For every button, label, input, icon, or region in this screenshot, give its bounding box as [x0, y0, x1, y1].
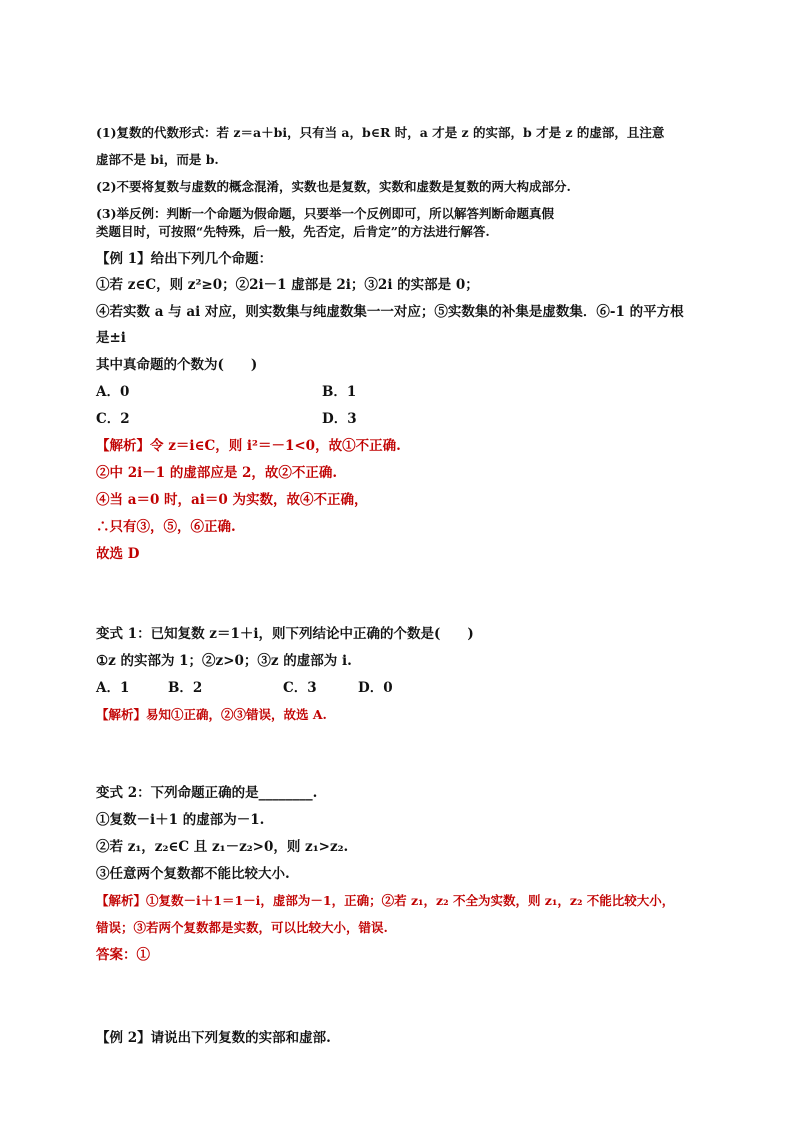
- example-1-proposition-line-3: 是±i: [96, 330, 126, 346]
- example-2-heading: 【例 2】请说出下列复数的实部和虚部.: [96, 1030, 331, 1046]
- variant-1-items: ①z 的实部为 1；②z>0；③z 的虚部为 i.: [96, 653, 352, 669]
- variant-2-item-3: ③任意两个复数都不能比较大小.: [96, 866, 290, 882]
- variant-1-option-b: B．2: [168, 680, 203, 696]
- example-1-solution-1: 【解析】令 z＝i∈C，则 i²＝－1<0，故①不正确.: [96, 438, 401, 454]
- variant-2-solution-1: 【解析】①复数－i＋1＝1－i，虚部为－1，正确；②若 z₁，z₂ 不全为实数，则 z₁，z₂ 不能比较大小，: [96, 893, 675, 908]
- note-3-line-2: 类题目时，可按照“先特殊，后一般，先否定，后肯定”的方法进行解答.: [96, 224, 490, 239]
- example-1-proposition-line-2: ④若实数 a 与 ai 对应，则实数集与纯虚数集一一对应；⑤实数集的补集是虚数集．⑥-1 的平方根: [96, 304, 684, 320]
- variant-1-option-a: A．1: [96, 680, 130, 696]
- variant-2-item-2: ②若 z₁，z₂∈C 且 z₁－z₂>0，则 z₁>z₂.: [96, 839, 349, 855]
- note-2: (2)不要将复数与虚数的概念混淆，实数也是复数，实数和虚数是复数的两大构成部分.: [96, 179, 571, 194]
- note-3-line-1: (3)举反例：判断一个命题为假命题，只要举一个反例即可，所以解答判断命题真假: [96, 206, 555, 221]
- variant-2-heading: 变式 2：下列命题正确的是________.: [96, 785, 318, 801]
- example-1-option-d: D．3: [322, 411, 357, 427]
- example-1-proposition-line-1: ①若 z∈C，则 z²≥0；②2i－1 虚部是 2i；③2i 的实部是 0；: [96, 277, 479, 293]
- note-1-line-2: 虚部不是 bi，而是 b.: [96, 152, 219, 167]
- example-1-question: 其中真命题的个数为( ): [96, 357, 258, 373]
- variant-1-solution: 【解析】易知①正确，②③错误，故选 A.: [96, 707, 327, 722]
- example-1-option-b: B．1: [322, 384, 357, 400]
- example-1-option-c: C．2: [96, 411, 130, 427]
- example-1-solution-4: ∴只有③，⑤，⑥正确.: [96, 519, 236, 535]
- example-1-solution-5: 故选 D: [96, 546, 140, 562]
- example-1-heading: 【例 1】给出下列几个命题：: [96, 251, 273, 267]
- note-1-line-1: (1)复数的代数形式：若 z＝a＋bi，只有当 a，b∈R 时，a 才是 z 的实部，b 才是 z 的虚部，且注意: [96, 125, 665, 140]
- variant-2-answer: 答案：①: [96, 947, 150, 963]
- variant-1-heading: 变式 1：已知复数 z＝1＋i，则下列结论中正确的个数是( ): [96, 626, 474, 642]
- variant-1-option-c: C．3: [283, 680, 317, 696]
- example-1-solution-3: ④当 a＝0 时，ai＝0 为实数，故④不正确，: [96, 492, 368, 508]
- variant-1-option-d: D．0: [358, 680, 393, 696]
- example-1-option-a: A．0: [96, 384, 130, 400]
- variant-2-solution-2: 错误；③若两个复数都是实数，可以比较大小，错误.: [96, 920, 388, 935]
- variant-2-item-1: ①复数－i＋1 的虚部为－1.: [96, 812, 265, 828]
- example-1-solution-2: ②中 2i－1 的虚部应是 2，故②不正确.: [96, 465, 338, 481]
